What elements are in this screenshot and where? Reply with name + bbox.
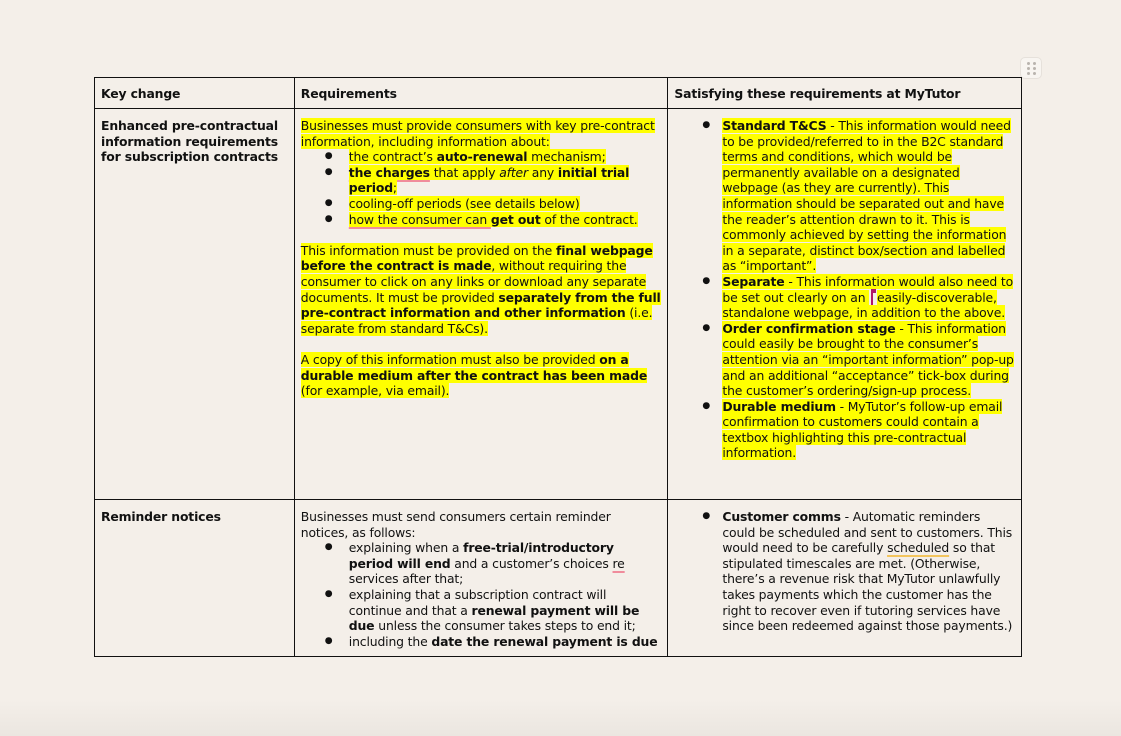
list-item: ● the contract’s auto-renewal mechanism; xyxy=(325,149,662,165)
list-item: ● the charges that apply after any initial trial period; xyxy=(325,165,662,196)
requirements-para-durable-medium: A copy of this information must also be provided on a durable medium after the contract has been made (for example, via email). xyxy=(300,351,648,399)
table-header-row xyxy=(95,78,1022,109)
cell-key-change[interactable] xyxy=(95,109,295,500)
list-item: ● Separate - This information would also need to be set out clearly on an easily-discoverable, standalone webpage, in addition to the above. xyxy=(698,274,1015,321)
cell-satisfying[interactable] xyxy=(668,500,1022,657)
cell-key-change[interactable] xyxy=(95,500,295,657)
header-satisfying[interactable]: Satisfying these requirements at MyTutor xyxy=(668,78,1022,109)
list-item: ● how the consumer can get out of the contract. xyxy=(325,212,662,228)
list-item: ● Standard T&CS - This information would need to be provided/referred to in the B2C standard terms and conditions, which would be permanently available on a designated webpage (as they are currently). This information should be separated out and have the reader’s attention drawn to it. This is commonly achieved by setting the information in a separate, distinct box/section and labelled as “important”. xyxy=(698,118,1015,274)
list-item: ● Order confirmation stage - This information could easily be brought to the consumer’s attention via an “important information” pop-up and an additional “acceptance” tick-box during the customer’s ordering/sign-up process. xyxy=(698,321,1015,399)
key-change-title: Reminder notices xyxy=(101,509,221,524)
header-requirements[interactable]: Requirements xyxy=(294,78,668,109)
list-item: ● cooling-off periods (see details below) xyxy=(325,196,662,212)
requirements-intro: Businesses must provide consumers with key pre-contract information, including information about: xyxy=(300,118,655,149)
cell-requirements[interactable] xyxy=(294,500,668,657)
cell-requirements[interactable] xyxy=(294,109,668,500)
satisfying-list xyxy=(674,509,1015,634)
list-item: ● explaining that a subscription contract will continue and that a renewal payment will be due unless the consumer takes steps to end it; xyxy=(325,587,662,634)
table-drag-handle[interactable] xyxy=(1020,57,1042,79)
requirements-list xyxy=(301,149,662,227)
requirements-list xyxy=(301,540,662,649)
table-row xyxy=(95,500,1022,657)
drag-handle-icon xyxy=(1027,62,1036,75)
text-cursor xyxy=(871,290,873,305)
table-row xyxy=(95,109,1022,500)
requirements-para-final-webpage: This information must be provided on the final webpage before the contract is made, without requiring the consumer to click on any links or download any separate documents. It must be provided separately from the full pre-contract information and other information (i.e. separate from standard T&Cs). xyxy=(300,242,661,336)
list-item: ● Customer comms - Automatic reminders could be scheduled and sent to customers. This would need to be carefully scheduled so that stipulated timescales are met. (Otherwise, there’s a revenue risk that MyTutor unlawfully takes payments which the customer has the right to recover even if tutoring services have since been redeemed against those payments.) xyxy=(698,509,1015,634)
list-item: ● including the date the renewal payment is due xyxy=(325,634,662,650)
requirements-intro: Businesses must send consumers certain reminder notices, as follows: xyxy=(300,509,611,540)
requirements-table xyxy=(94,77,1022,657)
list-item: ● Durable medium - MyTutor’s follow-up email confirmation to customers could contain a textbox highlighting this pre-contractual information. xyxy=(698,399,1015,461)
satisfying-list xyxy=(674,118,1015,461)
list-item: ● explaining when a free-trial/introductory period will end and a customer’s choices re services after that; xyxy=(325,540,662,587)
header-key-change[interactable]: Key change xyxy=(95,78,295,109)
key-change-title: Enhanced pre-contractual information requirements for subscription contracts xyxy=(101,118,278,165)
cell-satisfying[interactable] xyxy=(668,109,1022,500)
